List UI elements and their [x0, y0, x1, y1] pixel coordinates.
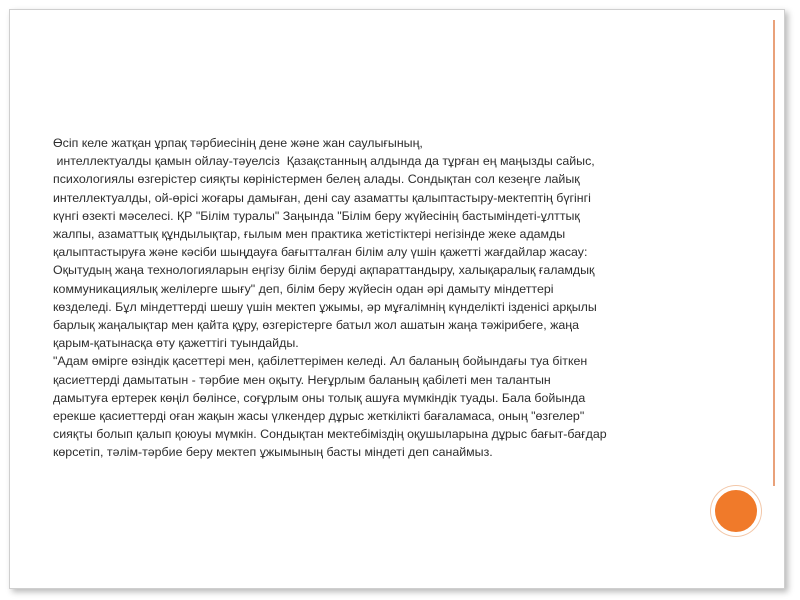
- accent-line: [773, 20, 775, 486]
- slide-body-text: Өсіп келе жатқан ұрпақ тәрбиесінің дене және жан саулығының, интеллектуалды қамын ойлау-тәуелсіз Қазақстанның алдында да тұрған ең маңызды сайыс, психологиялы өзгерістер сияқты көріністермен белең алады. Сондықтан сол кезеңге лайық интеллектуалды, ой-өрісі жоғары дамыған, дені сау азаматты қалыптастыру-мектептің бүгінгі күнгі өзекті мәселесі. ҚР "Білім туралы" Заңында "Білім беру жүйесінің бастыміндеті-ұлттық жалпы, азаматтық құндылықтар, ғылым мен практика жетістіктері негізінде жеке адамды қалыптастыруға және кәсіби шыңдауға бағытталған білім алу үшін қажетті жағдайлар жасау: Оқытудың жаңа технологияларын еңгізу білім беруді ақпараттандыру, халықаралық ғаламдық коммуникациялық желілерге шығу" деп, білім беру жүйесін одан әрі дамыту міндеттері көзделеді. Бұл міндеттерді шешу үшін мектеп ұжымы, әр мұғалімнің күнделікті ізденісі арқылы барлық жаңалықтар мен қайта құру, өзгерістерге батыл жол ашатын жаңа тәжірибеге, жаңа қарым-қатынасқа өту қажеттігі туындайды. "Адам өмірге өзіндік қасеттері мен, қабілеттерімен келеді. Ал баланың бойындағы туа біткен қасиеттерді дамытатын - тәрбие мен оқыту. Неғұрлым баланың қабілеті мен талантын дамытуға ертерек көңіл бөлінсе, соғұрлым оны толық ашуға мүмкіндік туады. Бала бойында ерекше қасиеттерді оған жақын жасы үлкендер дұрыс жеткілікті бағаламаса, оның "өзгелер" сияқты болып қалып қоюуы мүмкін. Сондықтан мектебіміздің оқушыларына дұрыс бағыт-бағдар көрсетіп, тәлім-тәрбие беру мектеп ұжымының басты міндеті деп санаймыз.: [53, 136, 607, 460]
- accent-circle: [711, 486, 761, 536]
